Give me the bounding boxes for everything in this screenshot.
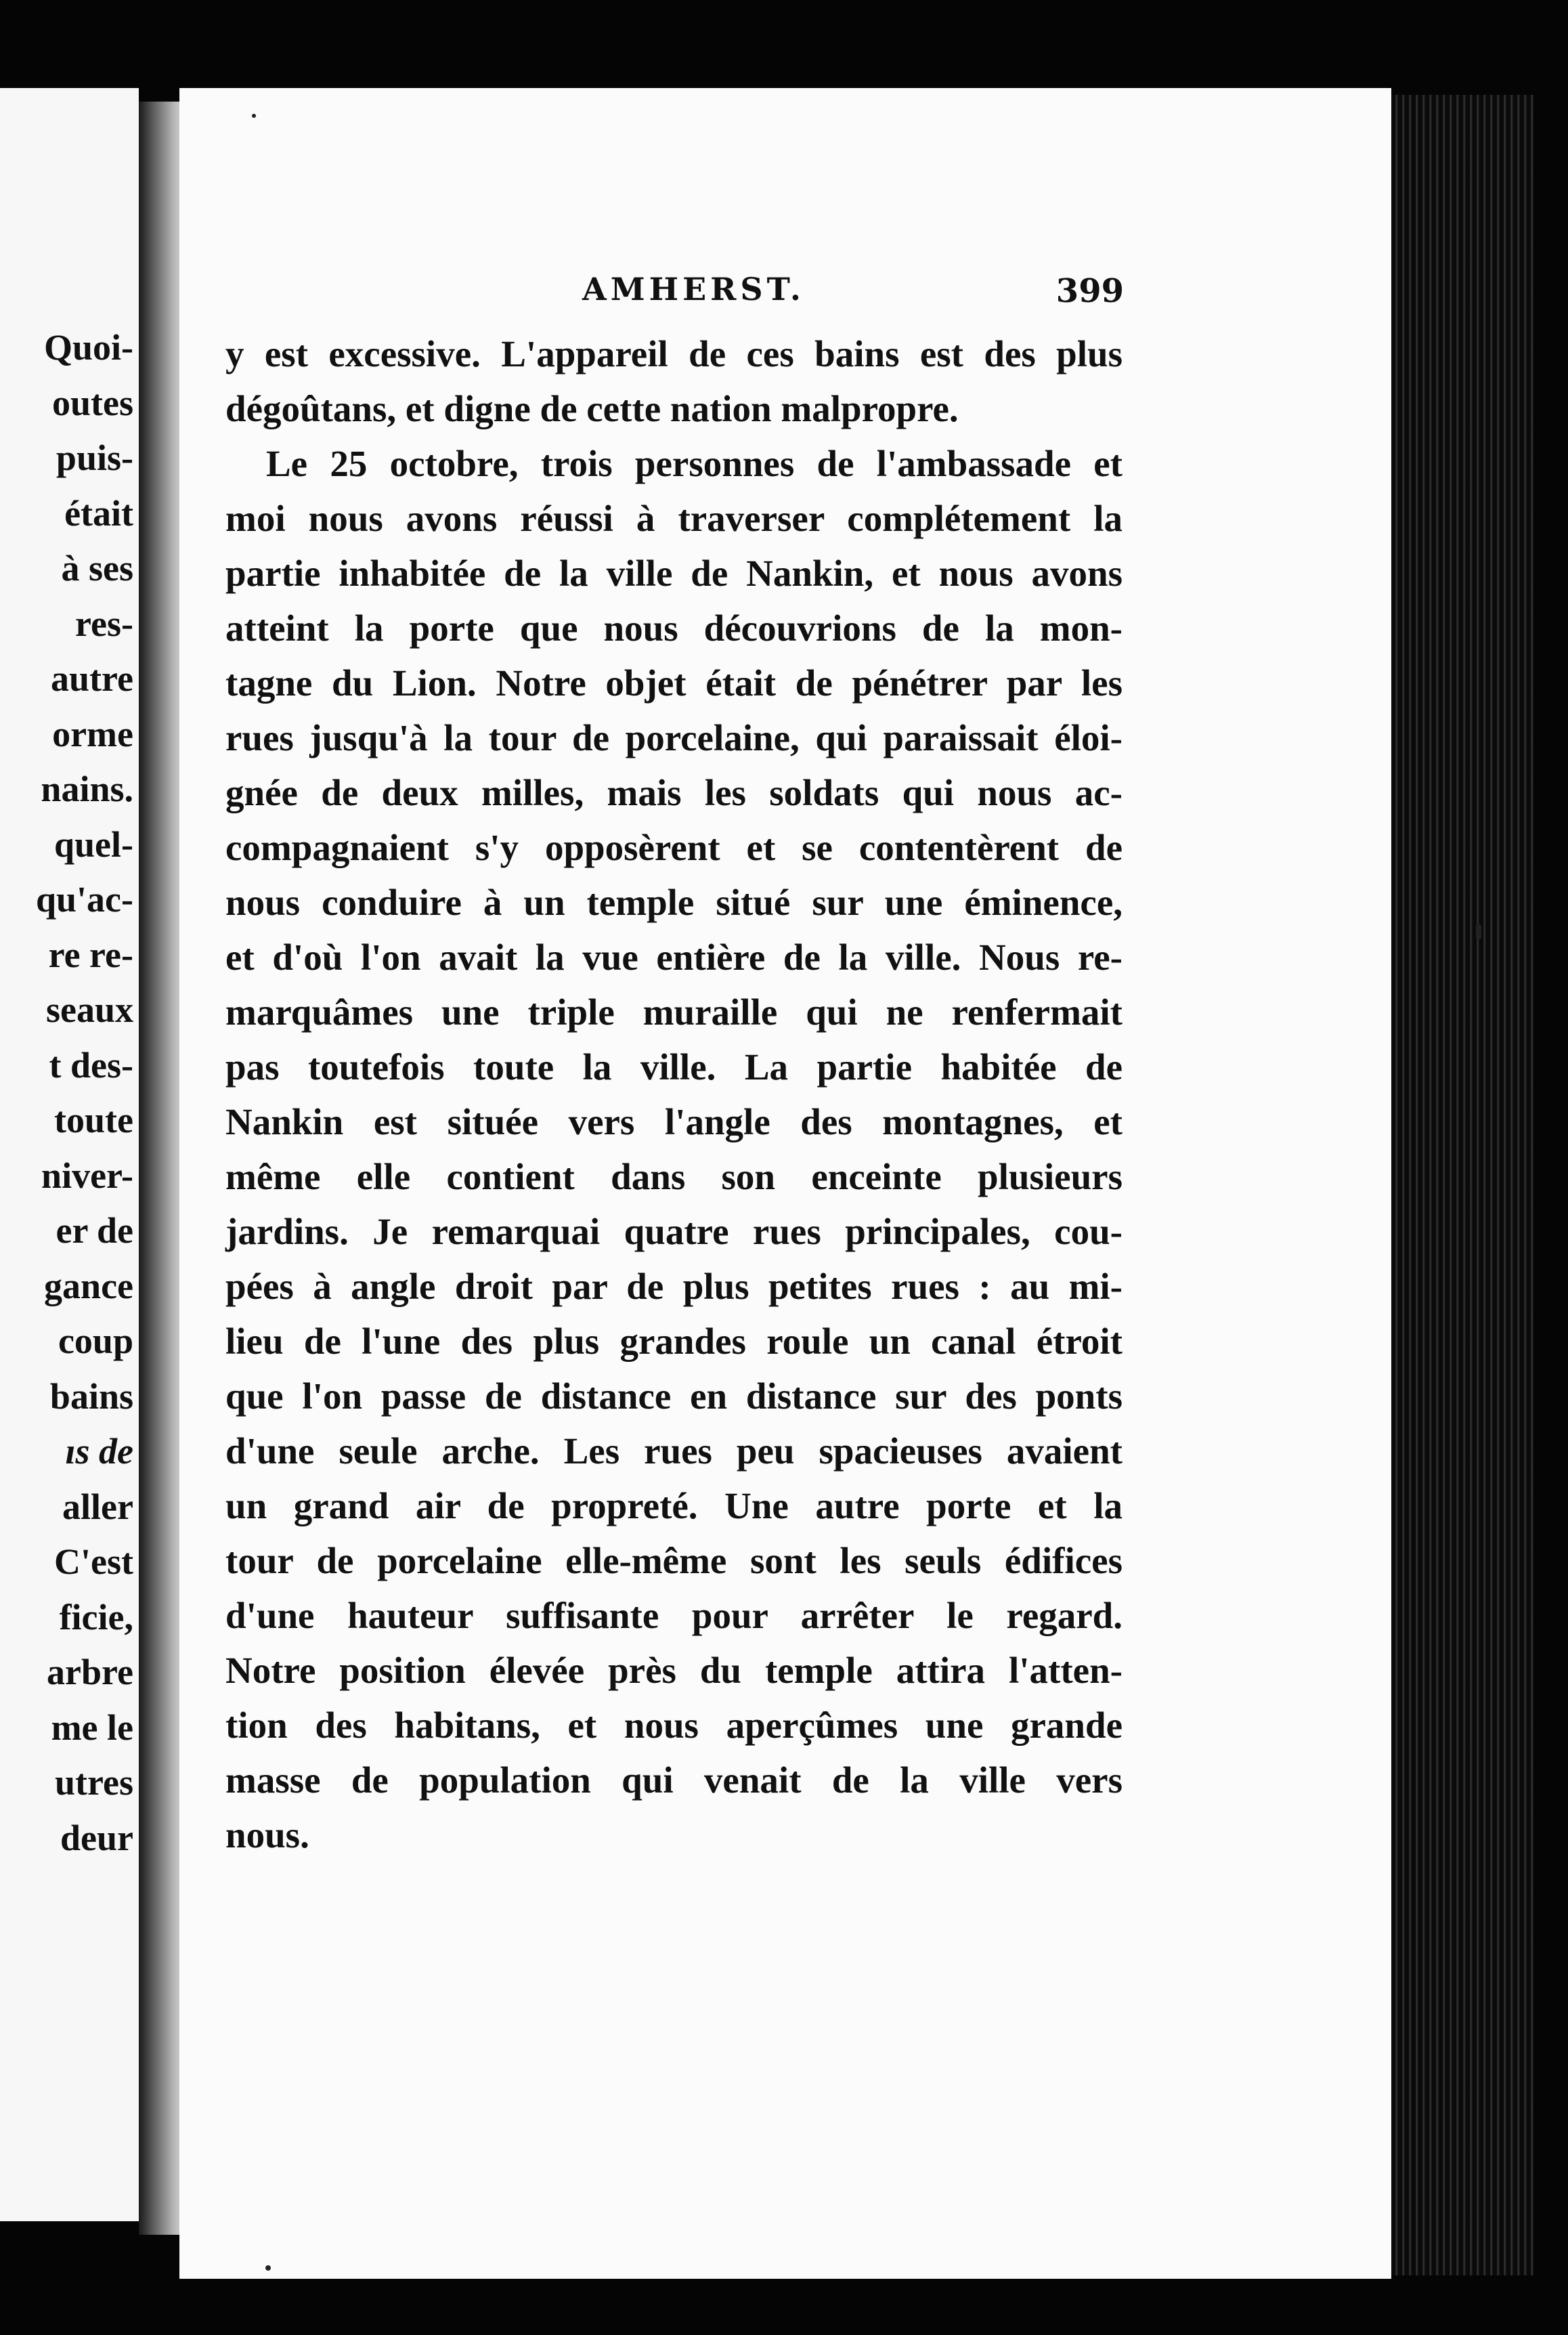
left-page-fragment: t des- <box>49 1044 133 1086</box>
left-page-fragment: nains. <box>41 769 133 809</box>
left-page-fragment: C'est <box>54 1541 133 1582</box>
left-page-fragment: deur <box>60 1817 133 1858</box>
text-line: partie inhabitée de la ville de Nankin, et nous avons <box>225 553 1123 594</box>
text-line: tagne du Lion. Notre objet était de pénétrer par les <box>225 662 1123 704</box>
left-page-fragment: ficie, <box>59 1596 133 1637</box>
left-page-fragment: utres <box>55 1762 133 1803</box>
left-page-fragment: seaux <box>45 989 133 1030</box>
text-line: et d'où l'on avait la vue entière de la ville. Nous re- <box>225 937 1123 978</box>
left-page-fragment: er de <box>56 1210 133 1251</box>
body-text <box>225 326 1123 1862</box>
left-facing-page <box>0 88 139 2221</box>
text-line: y est excessive. L'appareil de ces bains est des plus <box>225 333 1123 374</box>
text-line: moi nous avons réussi à traverser complétement la <box>225 498 1123 539</box>
text-line: pées à angle droit par de plus petites rues : au mi- <box>225 1266 1123 1307</box>
running-head: AMHERST. <box>582 271 805 307</box>
text-line: marquâmes une triple muraille qui ne renfermait <box>225 991 1123 1033</box>
text-line: même elle contient dans son enceinte plusieurs <box>225 1156 1123 1197</box>
left-page-fragment: quel- <box>53 823 133 865</box>
text-line: pas toutefois toute la ville. La partie habitée de <box>225 1046 1123 1088</box>
left-page-fragment: à ses <box>61 548 133 588</box>
text-line: Nankin est située vers l'angle des montagnes, et <box>225 1101 1123 1142</box>
text-line: un grand air de propreté. Une autre porte et la <box>225 1485 1123 1526</box>
left-page-fragment: aller <box>62 1486 133 1527</box>
left-page-fragment: outes <box>52 382 133 423</box>
text-line: lieu de l'une des plus grandes roule un canal étroit <box>225 1321 1123 1362</box>
scan-speck <box>1476 924 1481 939</box>
left-page-fragment: res- <box>75 603 133 644</box>
left-page-fragment: me le <box>51 1707 133 1748</box>
text-line: masse de population qui venait de la ville vers <box>225 1759 1123 1801</box>
left-page-fragment: re re- <box>48 934 133 975</box>
text-line: dégoûtans, et digne de cette nation malpropre. <box>225 388 959 429</box>
scan-speck <box>252 114 256 118</box>
left-page-fragment: gance <box>44 1265 133 1306</box>
left-page-fragment: bains <box>49 1375 133 1417</box>
text-line: tion des habitans, et nous aperçûmes une grande <box>225 1705 1123 1746</box>
text-line: d'une seule arche. Les rues peu spacieuses avaient <box>225 1430 1123 1472</box>
left-page-fragment: toute <box>54 1100 133 1140</box>
text-line: Le 25 octobre, trois personnes de l'ambassade et <box>266 443 1123 484</box>
left-page-fragment: niver- <box>41 1155 133 1196</box>
left-page-fragment: puis- <box>56 437 133 478</box>
page-header <box>223 271 1124 318</box>
left-page-fragment: arbre <box>47 1652 133 1692</box>
text-line: gnée de deux milles, mais les soldats qui nous ac- <box>225 772 1123 813</box>
page-number: 399 <box>1055 272 1124 310</box>
left-page-fragment: ıs de <box>65 1431 133 1472</box>
text-line: compagnaient s'y opposèrent et se contentèrent de <box>225 827 1123 868</box>
text-line: nous conduire à un temple situé sur une éminence, <box>225 882 1123 923</box>
text-line: jardins. Je remarquai quatre rues principales, cou- <box>225 1211 1123 1252</box>
text-line: nous. <box>225 1814 309 1856</box>
text-line: Notre position élevée près du temple attira l'atten- <box>225 1650 1123 1691</box>
text-line: rues jusqu'à la tour de porcelaine, qui paraissait éloi- <box>225 717 1123 758</box>
text-line: atteint la porte que nous découvrions de la mon- <box>225 607 1123 649</box>
left-page-fragment: autre <box>51 658 133 699</box>
text-line: tour de porcelaine elle-même sont les seuls édifices <box>225 1540 1123 1581</box>
scan-speck <box>265 2265 271 2271</box>
left-page-fragment: coup <box>58 1321 133 1361</box>
page-edges <box>1391 95 1533 2275</box>
left-page-fragment: orme <box>52 713 133 754</box>
left-page-fragment: Quoi- <box>43 327 133 368</box>
left-page-fragment: était <box>64 492 133 534</box>
left-page-fragment: qu'ac- <box>35 879 133 920</box>
text-line: d'une hauteur suffisante pour arrêter le regard. <box>225 1595 1123 1636</box>
text-line: que l'on passe de distance en distance sur des ponts <box>225 1375 1123 1417</box>
